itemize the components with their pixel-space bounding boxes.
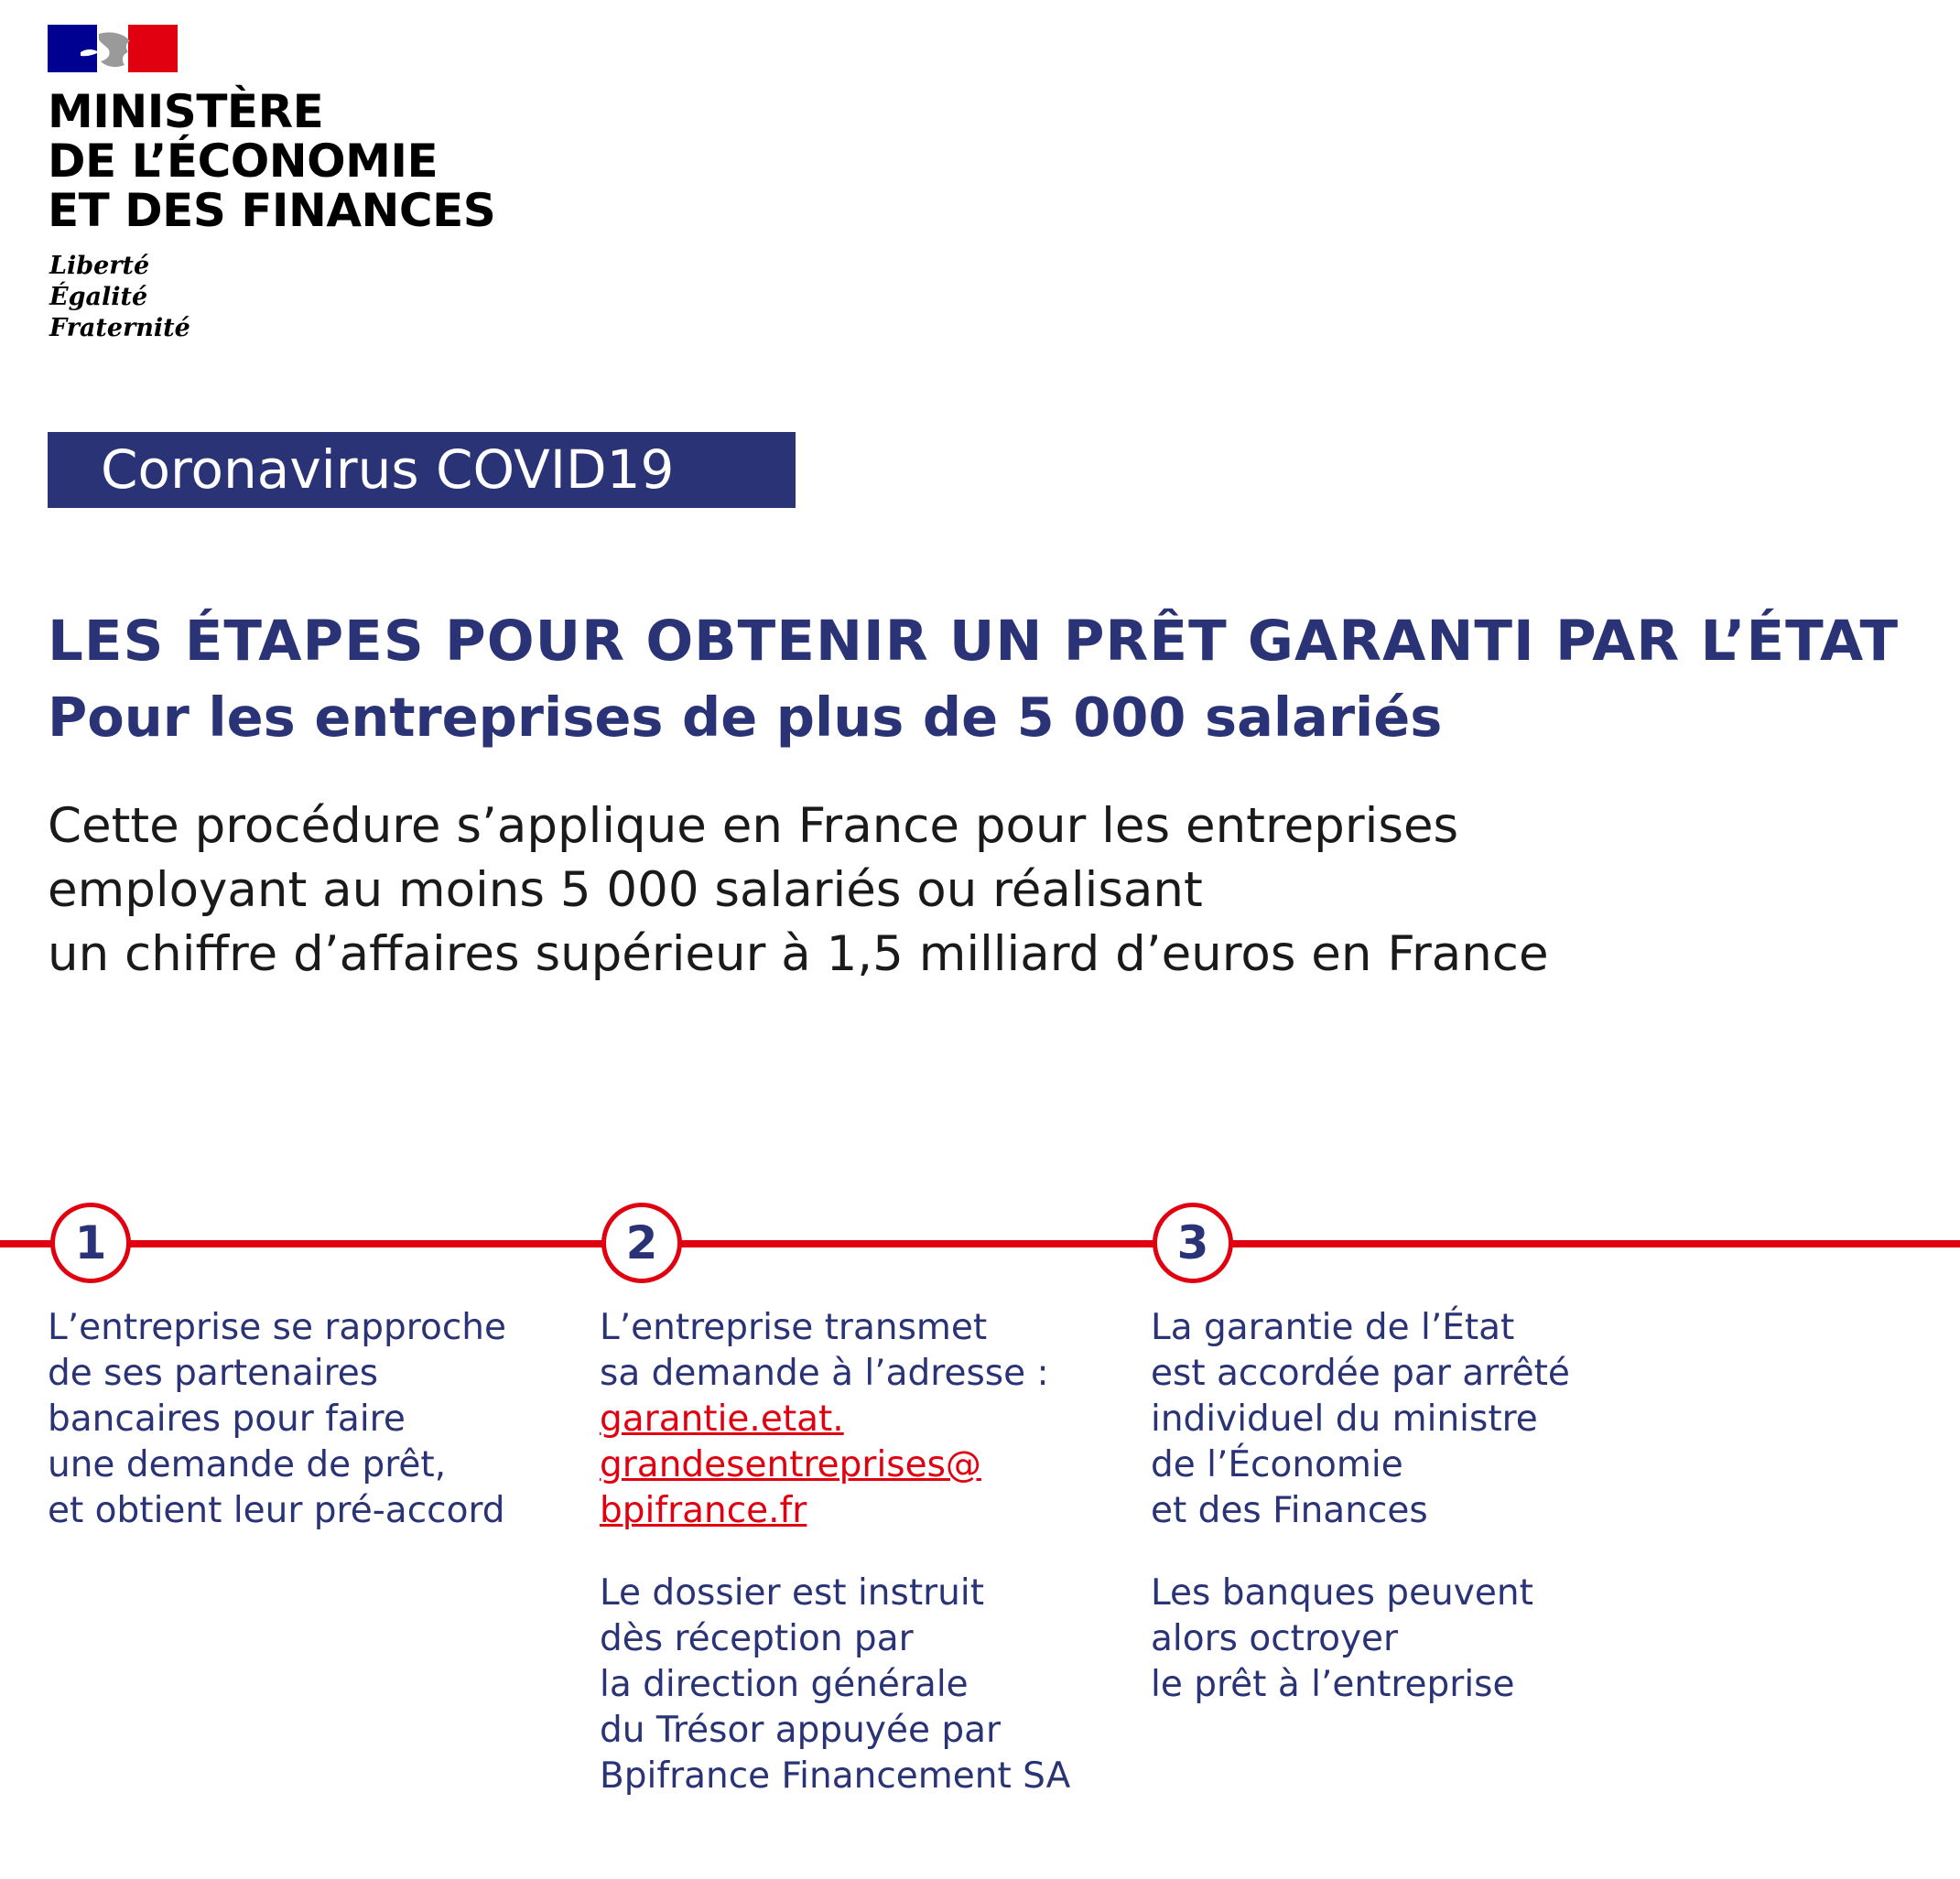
page-subtitle: Pour les entreprises de plus de 5 000 salariés (48, 686, 1443, 749)
step-2-text (600, 1305, 1070, 1799)
step-3-line: le prêt à l’entreprise (1151, 1664, 1515, 1705)
step-3-number: 3 (1153, 1203, 1233, 1283)
ministry-line-2: DE L’ÉCONOMIE (48, 135, 439, 188)
step-3-line: de l’Économie (1151, 1444, 1403, 1485)
step-3-text (1151, 1305, 1570, 1708)
step-2-line: la direction générale (600, 1664, 969, 1705)
email-link[interactable] (600, 1397, 1070, 1534)
intro-line-1: Cette procédure s’applique en France pour les entreprises (48, 798, 1459, 854)
step-2-line: sa demande à l’adresse : (600, 1353, 1049, 1394)
motto-egalite: Égalité (49, 283, 148, 311)
email-link-line[interactable]: garantie.etat. (600, 1398, 844, 1440)
ministry-name (48, 87, 495, 235)
step-2-line: Bpifrance Financement SA (600, 1755, 1071, 1797)
page-title: LES ÉTAPES POUR OBTENIR UN PRÊT GARANTI PAR L’ÉTAT (48, 609, 1900, 674)
step-3-line: Les banques peuvent (1151, 1572, 1533, 1614)
covid-banner: Coronavirus COVID19 (48, 432, 796, 508)
step-1-line: une demande de prêt, (48, 1444, 447, 1485)
step-2-line: dès réception par (600, 1618, 914, 1659)
step-2-line: Le dossier est instruit (600, 1572, 984, 1614)
step-3-line: individuel du ministre (1151, 1398, 1538, 1440)
step-3-line: est accordée par arrêté (1151, 1353, 1570, 1394)
motto-fraternite: Fraternité (49, 314, 190, 342)
step-1-line: L’entreprise se rapproche (48, 1307, 506, 1348)
step-1-line: de ses partenaires (48, 1353, 379, 1394)
step-1-line: et obtient leur pré-accord (48, 1490, 505, 1531)
motto-liberte: Liberté (49, 252, 150, 280)
ministry-line-3: ET DES FINANCES (48, 184, 496, 237)
ministry-line-1: MINISTÈRE (48, 85, 324, 138)
step-2-number: 2 (601, 1203, 682, 1283)
step-3-line: et des Finances (1151, 1490, 1428, 1531)
intro-text (48, 794, 1549, 987)
marianne-logo (48, 25, 178, 72)
step-1-text (48, 1305, 506, 1534)
step-1-line: bancaires pour faire (48, 1398, 406, 1440)
email-link-line[interactable]: bpifrance.fr (600, 1490, 807, 1531)
intro-line-2: employant au moins 5 000 salariés ou réalisant (48, 862, 1203, 918)
step-3-line: La garantie de l’État (1151, 1307, 1515, 1348)
step-3-line: alors octroyer (1151, 1618, 1399, 1659)
timeline-line (0, 1240, 1960, 1247)
intro-line-3: un chiffre d’affaires supérieur à 1,5 milliard d’euros en France (48, 926, 1549, 982)
step-2-line: du Trésor appuyée par (600, 1710, 1002, 1751)
step-2-line: L’entreprise transmet (600, 1307, 988, 1348)
email-link-line[interactable]: grandesentreprises@ (600, 1444, 981, 1485)
step-1-number: 1 (50, 1203, 131, 1283)
republic-motto (49, 251, 190, 344)
